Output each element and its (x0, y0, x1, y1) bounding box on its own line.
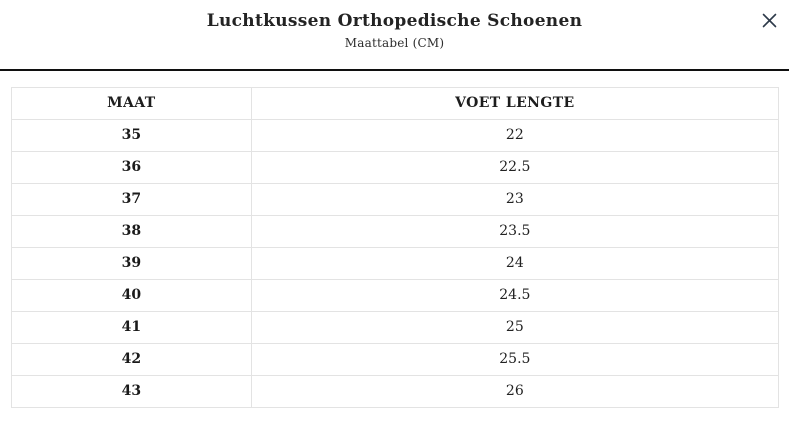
table-row (12, 280, 779, 312)
modal-title: Luchtkussen Orthopedische Schoenen (206, 11, 583, 31)
cell-maat: 43 (12, 376, 252, 408)
cell-maat: 40 (12, 280, 252, 312)
cell-maat: 36 (12, 152, 252, 184)
close-icon (762, 13, 777, 28)
column-header-voet-lengte: VOET LENGTE (251, 88, 778, 120)
cell-voet-lengte: 24 (251, 248, 778, 280)
cell-maat: 41 (12, 312, 252, 344)
cell-voet-lengte: 26 (251, 376, 778, 408)
table-row (12, 152, 779, 184)
size-table-container (0, 71, 789, 408)
table-row (12, 120, 779, 152)
table-row (12, 376, 779, 408)
cell-voet-lengte: 22.5 (251, 152, 778, 184)
cell-maat: 37 (12, 184, 252, 216)
cell-voet-lengte: 23 (251, 184, 778, 216)
modal-subtitle: Maattabel (CM) (344, 36, 445, 51)
cell-voet-lengte: 23.5 (251, 216, 778, 248)
table-row (12, 216, 779, 248)
cell-voet-lengte: 22 (251, 120, 778, 152)
cell-maat: 38 (12, 216, 252, 248)
cell-maat: 39 (12, 248, 252, 280)
cell-voet-lengte: 24.5 (251, 280, 778, 312)
cell-voet-lengte: 25 (251, 312, 778, 344)
modal-header (0, 0, 789, 71)
cell-maat: 35 (12, 120, 252, 152)
table-header-row (12, 88, 779, 120)
table-row (12, 184, 779, 216)
table-row (12, 344, 779, 376)
cell-maat: 42 (12, 344, 252, 376)
close-button[interactable] (758, 9, 780, 31)
table-row (12, 312, 779, 344)
cell-voet-lengte: 25.5 (251, 344, 778, 376)
table-body (12, 120, 779, 408)
column-header-maat: MAAT (12, 88, 252, 120)
table-row (12, 248, 779, 280)
size-table (11, 87, 779, 408)
